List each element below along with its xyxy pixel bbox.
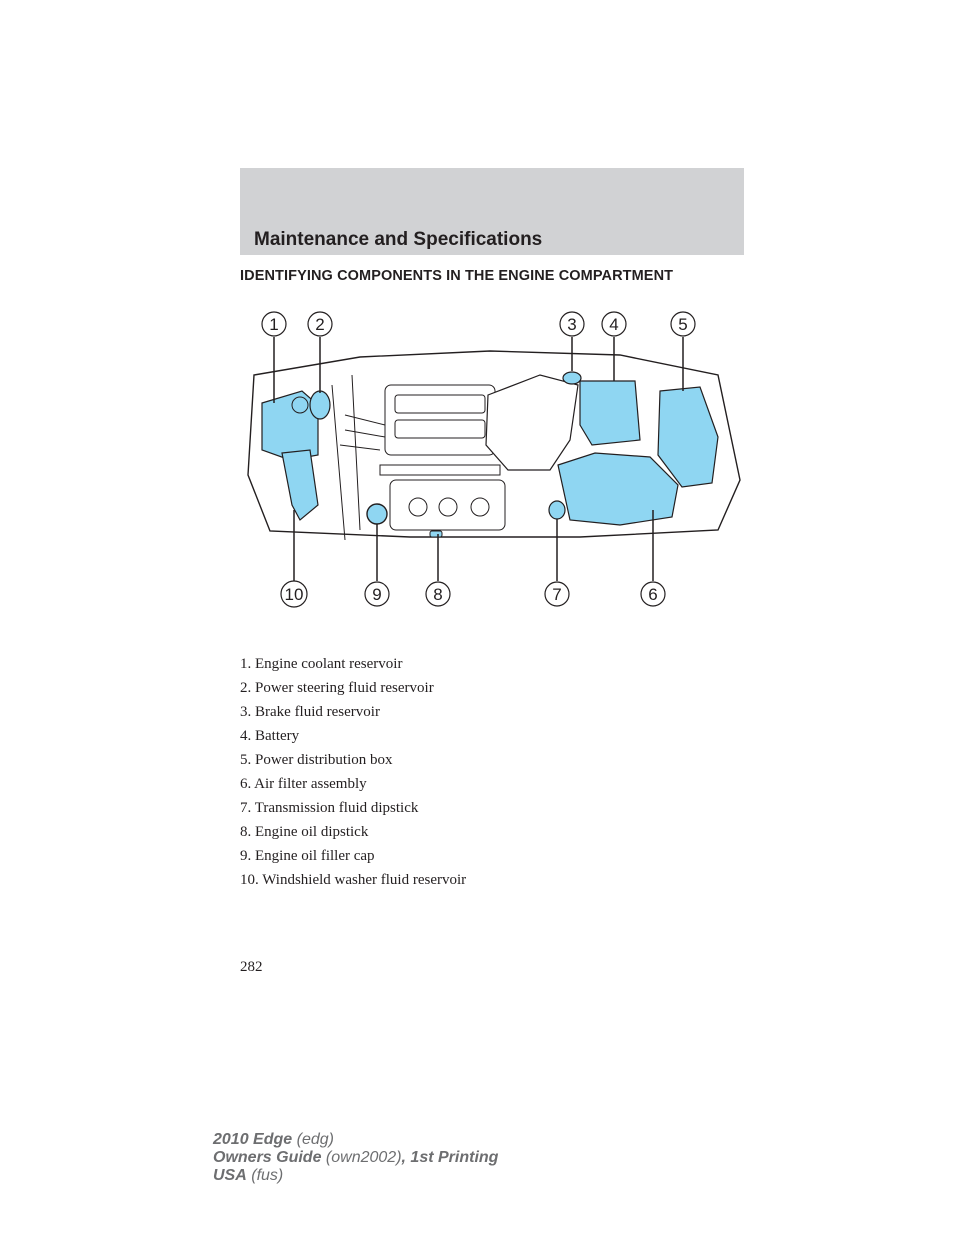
section-heading: IDENTIFYING COMPONENTS IN THE ENGINE COMPARTMENT — [240, 268, 674, 284]
callout-9 — [365, 582, 389, 606]
legend-item: 6. Air filter assembly — [240, 776, 367, 792]
callout-10 — [281, 581, 307, 607]
document-footer — [213, 1131, 498, 1185]
footer-guide-code: (own2002) — [325, 1149, 402, 1166]
callout-3 — [560, 312, 584, 336]
brake-fluid-reservoir — [563, 372, 581, 384]
battery — [580, 381, 640, 445]
power-steering-reservoir — [310, 391, 330, 419]
svg-text:5: 5 — [678, 315, 688, 334]
callout-7 — [545, 582, 569, 606]
footer-line-2 — [213, 1149, 498, 1167]
legend-item: 8. Engine oil dipstick — [240, 824, 369, 840]
footer-line-1 — [213, 1131, 498, 1149]
callout-4 — [602, 312, 626, 336]
svg-text:9: 9 — [372, 585, 382, 604]
callout-1 — [262, 312, 286, 336]
legend-item: 7. Transmission fluid dipstick — [240, 800, 419, 816]
legend-item: 5. Power distribution box — [240, 752, 393, 768]
legend-item: 1. Engine coolant reservoir — [240, 656, 403, 672]
svg-text:3: 3 — [567, 315, 577, 334]
transmission-dipstick — [549, 501, 565, 519]
footer-model: 2010 Edge — [213, 1131, 293, 1148]
callout-2 — [308, 312, 332, 336]
svg-text:2: 2 — [315, 315, 325, 334]
svg-text:4: 4 — [609, 315, 619, 334]
oil-dipstick — [430, 531, 442, 537]
svg-text:1: 1 — [269, 315, 279, 334]
legend-item: 9. Engine oil filler cap — [240, 848, 375, 864]
footer-printing: , 1st Printing — [401, 1149, 499, 1166]
legend-item: 2. Power steering fluid reservoir — [240, 680, 434, 696]
component-legend — [240, 652, 466, 892]
callout-8 — [426, 582, 450, 606]
engine-compartment-diagram — [240, 305, 744, 615]
footer-model-code: (edg) — [296, 1131, 334, 1148]
svg-text:8: 8 — [433, 585, 443, 604]
section-header-band — [240, 168, 744, 255]
svg-text:6: 6 — [648, 585, 658, 604]
callout-5 — [671, 312, 695, 336]
svg-text:7: 7 — [552, 585, 562, 604]
footer-market-code: (fus) — [251, 1167, 284, 1184]
legend-item: 4. Battery — [240, 728, 300, 744]
legend-item: 3. Brake fluid reservoir — [240, 704, 380, 720]
footer-guide: Owners Guide — [213, 1149, 322, 1166]
footer-market: USA — [213, 1167, 247, 1184]
chapter-title: Maintenance and Specifications — [254, 229, 543, 250]
callout-6 — [641, 582, 665, 606]
svg-text:10: 10 — [284, 585, 304, 604]
oil-filler-cap — [367, 504, 387, 524]
footer-line-3 — [213, 1167, 498, 1185]
page-number: 282 — [240, 959, 263, 975]
legend-item: 10. Windshield washer fluid reservoir — [240, 872, 467, 888]
